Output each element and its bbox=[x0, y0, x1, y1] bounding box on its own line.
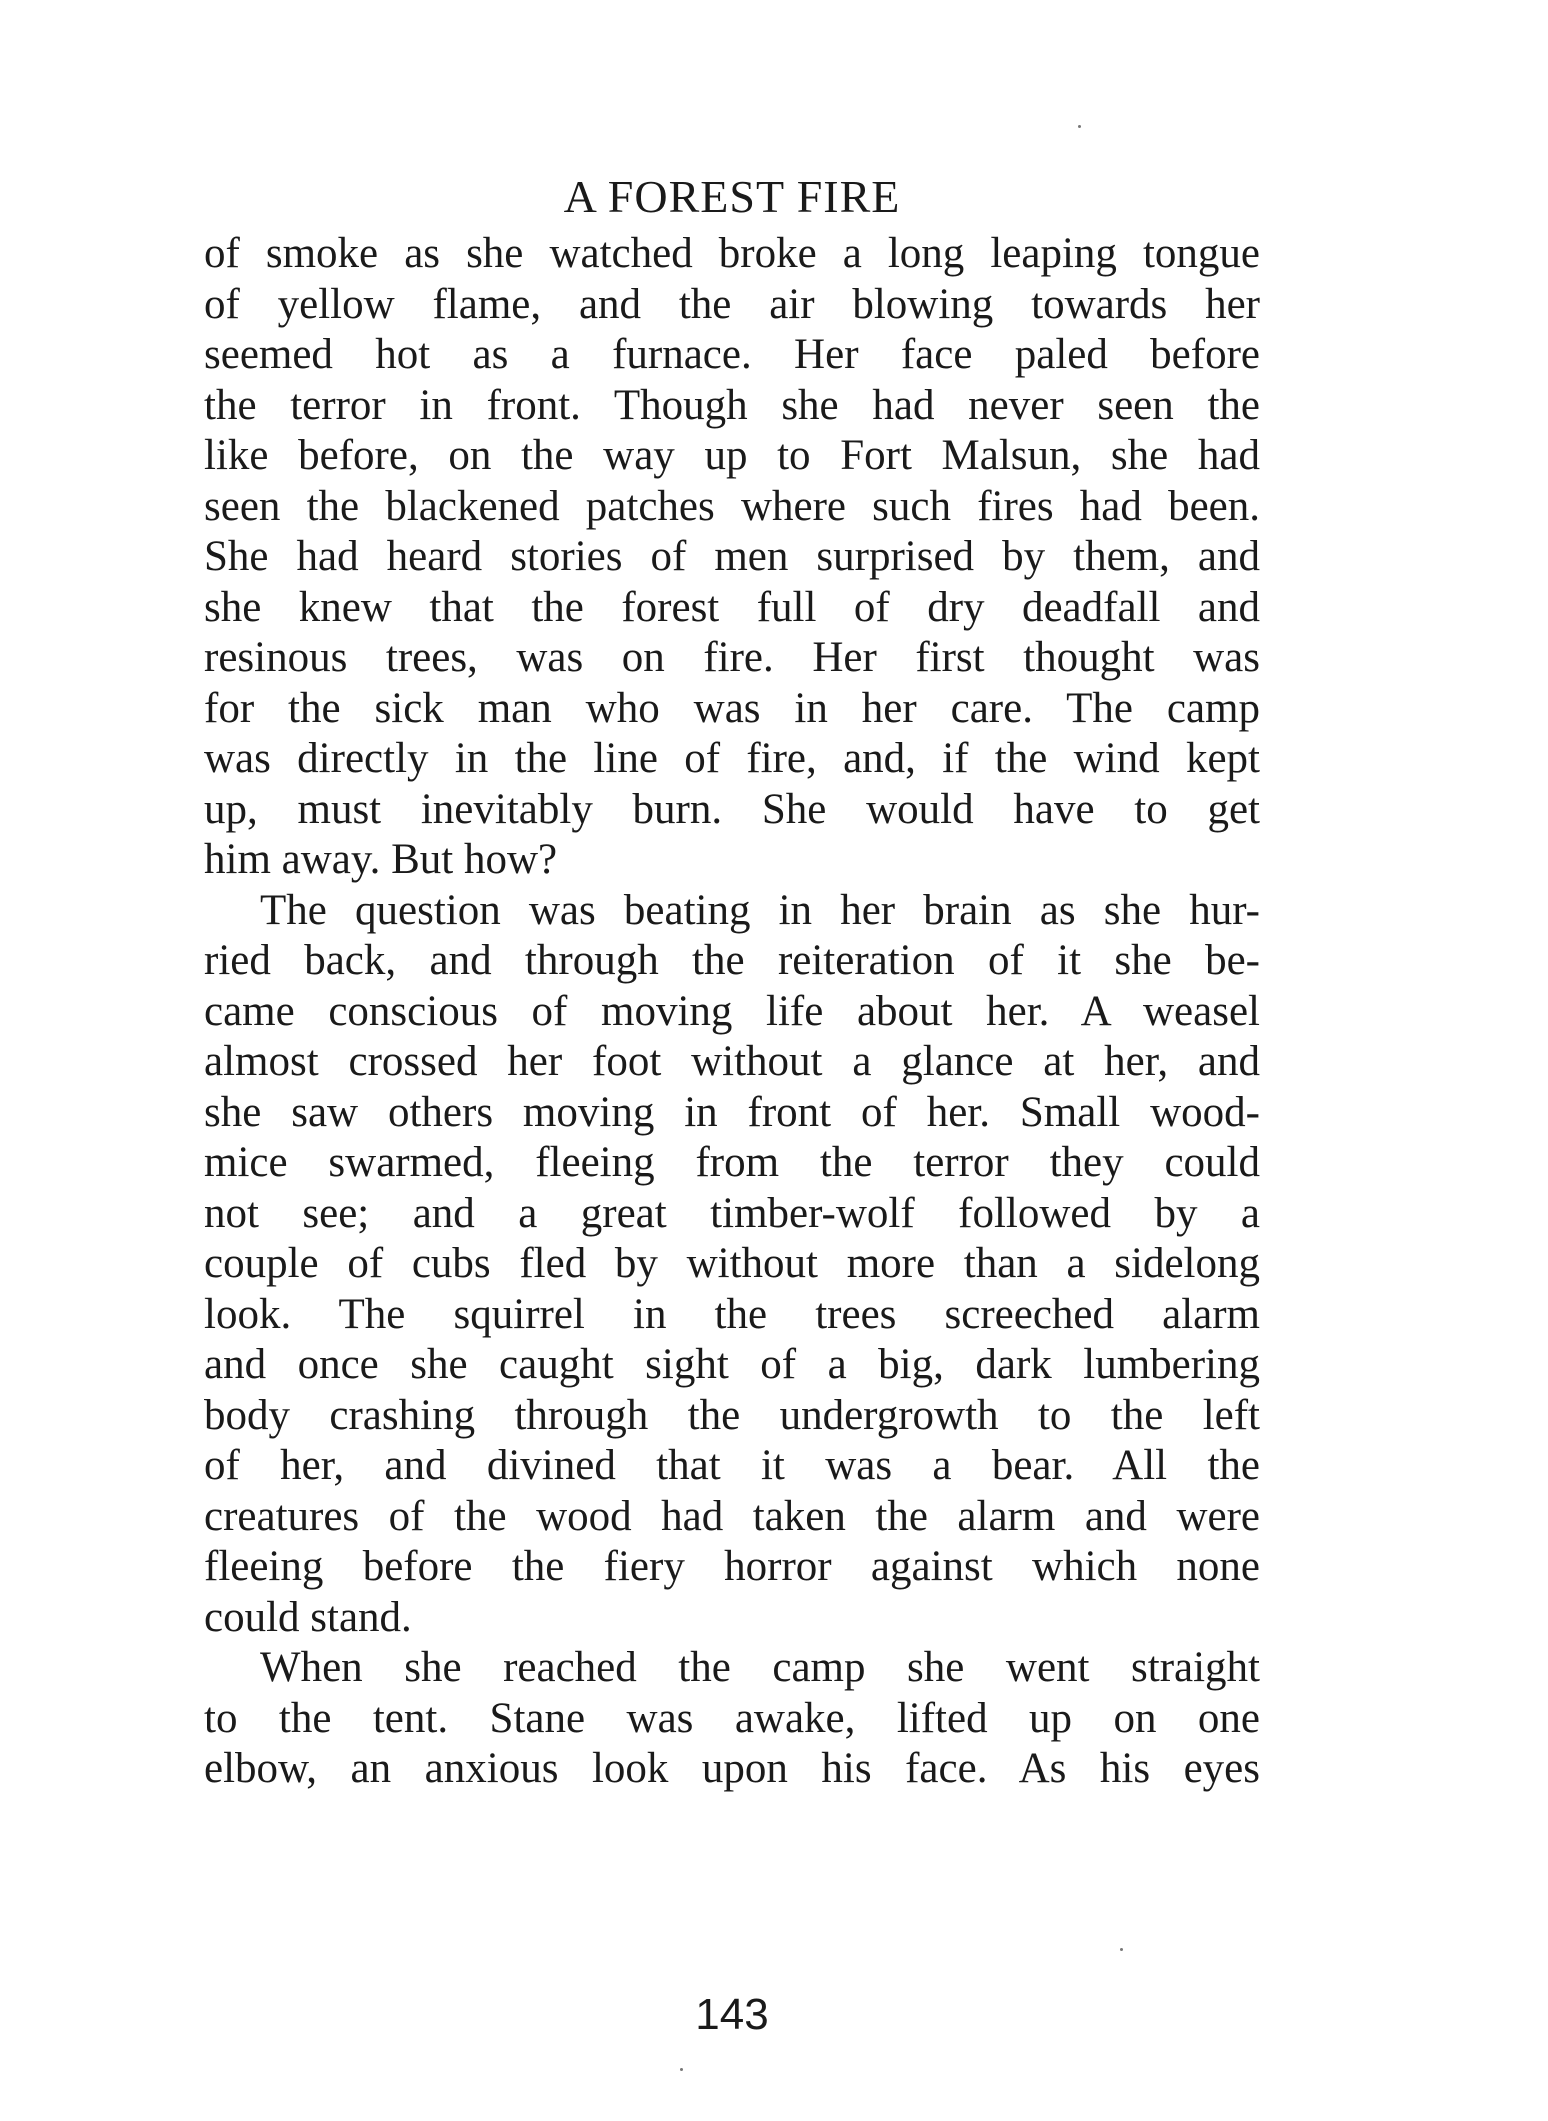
paper-speck bbox=[1120, 1948, 1123, 1951]
paper-speck bbox=[1078, 125, 1081, 128]
text-line: of smoke as she watched broke a long leaping tongue bbox=[204, 230, 1260, 277]
text-line: and once she caught sight of a big, dark lumbering bbox=[204, 1341, 1260, 1388]
folio-area bbox=[204, 0, 1260, 2121]
paper-speck bbox=[680, 2068, 683, 2071]
text-line: creatures of the wood had taken the alarm and were bbox=[204, 1492, 1260, 1540]
text-line: she knew that the forest full of dry deadfall and bbox=[204, 583, 1260, 631]
text-line: look. The squirrel in the trees screeched alarm bbox=[204, 1290, 1260, 1338]
text-line: up, must inevitably burn. She would have to get bbox=[204, 785, 1260, 833]
text-line: could stand. bbox=[204, 1593, 412, 1641]
text-line: not see; and a great timber-wolf followed by a bbox=[204, 1189, 1260, 1237]
text-line: body crashing through the undergrowth to the left bbox=[204, 1391, 1260, 1439]
text-line: She had heard stories of men surprised by them, and bbox=[204, 533, 1260, 580]
text-line: almost crossed her foot without a glance at her, and bbox=[204, 1038, 1260, 1085]
text-line: him away. But how? bbox=[204, 836, 558, 883]
text-line: was directly in the line of fire, and, if the wind kept bbox=[204, 735, 1260, 782]
text-line: for the sick man who was in her care. The camp bbox=[204, 684, 1260, 732]
running-head: A FOREST FIRE bbox=[563, 171, 901, 222]
text-line: ried back, and through the reiteration of it she be- bbox=[204, 937, 1260, 984]
page-number: 143 bbox=[695, 1990, 769, 2039]
text-line: The question was beating in her brain as she hur- bbox=[260, 886, 1260, 934]
text-line: mice swarmed, fleeing from the terror they could bbox=[204, 1139, 1260, 1186]
text-line: like before, on the way up to Fort Malsun, she had bbox=[204, 432, 1260, 479]
text-line: to the tent. Stane was awake, lifted up on one bbox=[204, 1694, 1260, 1742]
text-line: the terror in front. Though she had never seen the bbox=[204, 381, 1260, 429]
text-line: she saw others moving in front of her. Small wood- bbox=[204, 1088, 1260, 1136]
text-line: When she reached the camp she went straight bbox=[260, 1644, 1260, 1691]
text-line: of her, and divined that it was a bear. All the bbox=[204, 1442, 1260, 1489]
text-line: came conscious of moving life about her. A weasel bbox=[204, 987, 1260, 1035]
text-line: couple of cubs fled by without more than a sidelong bbox=[204, 1240, 1260, 1287]
text-line: seemed hot as a furnace. Her face paled before bbox=[204, 331, 1260, 378]
text-line: resinous trees, was on fire. Her first thought was bbox=[204, 634, 1260, 681]
text-line: seen the blackened patches where such fires had been. bbox=[204, 482, 1260, 530]
text-line: elbow, an anxious look upon his face. As his eyes bbox=[204, 1745, 1260, 1792]
text-line: of yellow flame, and the air blowing towards her bbox=[204, 280, 1260, 328]
text-line: fleeing before the fiery horror against which none bbox=[204, 1543, 1260, 1590]
